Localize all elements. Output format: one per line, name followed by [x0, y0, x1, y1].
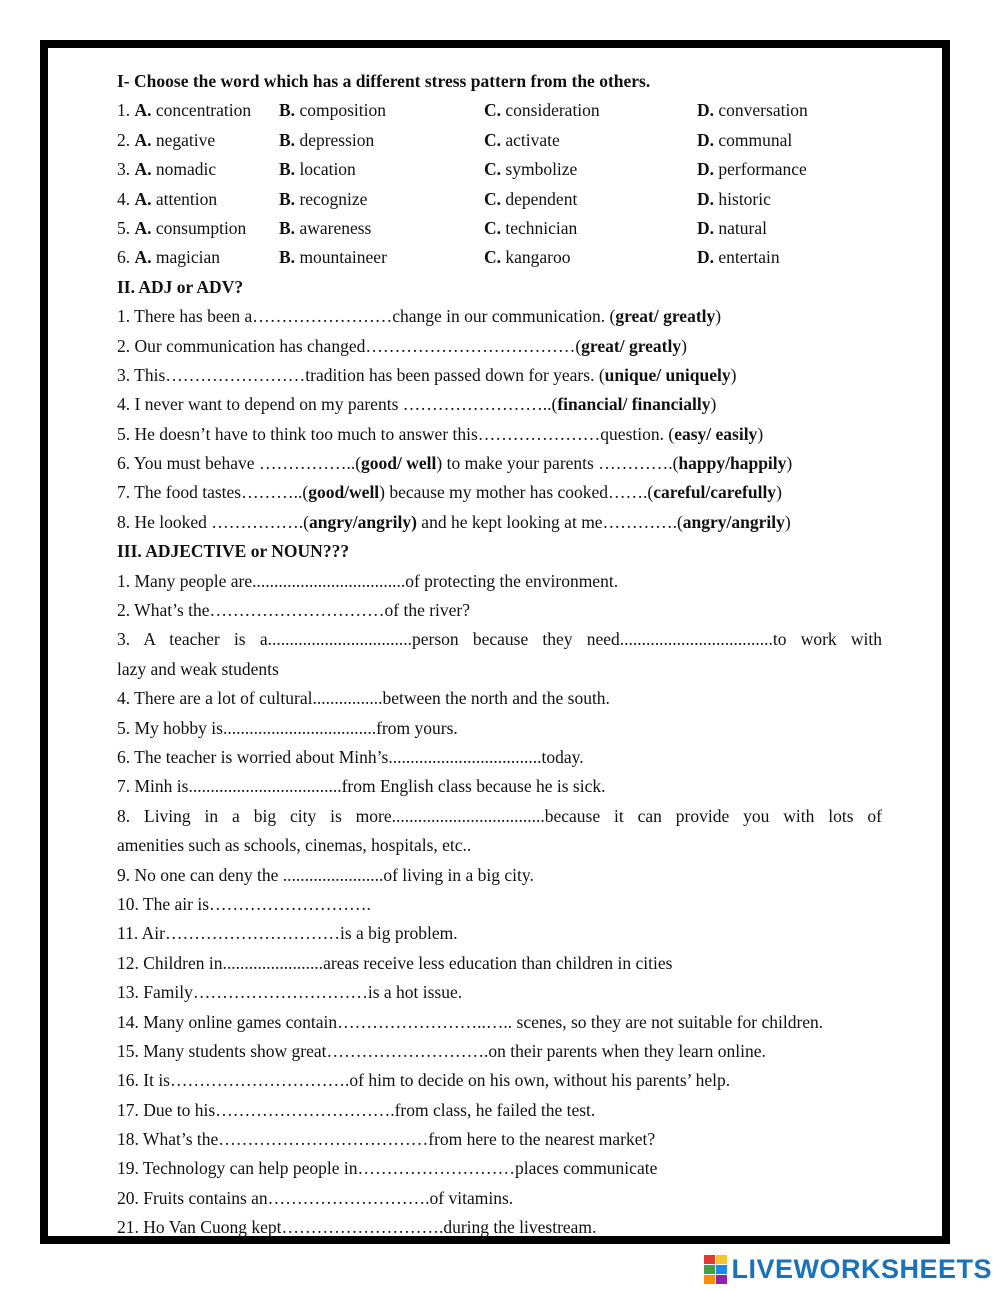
- stress-question-list: [117, 96, 882, 272]
- option-c: [484, 155, 577, 184]
- option-word: composition: [299, 100, 386, 121]
- answer-choices: easy/ easily: [674, 423, 758, 444]
- option-word: magician: [155, 247, 221, 268]
- question-line: 11. Air…………………………is a big problem.: [117, 923, 458, 944]
- option-word: technician: [505, 217, 578, 238]
- option-c: [484, 126, 560, 155]
- question-text: ): [784, 511, 791, 532]
- liveworksheets-logo: [704, 1252, 992, 1286]
- option-b: [279, 96, 386, 125]
- question-text: ): [715, 306, 722, 327]
- option-b: [279, 185, 367, 214]
- question-line: 7. Minh is...................................from English class because he is sick.: [117, 776, 606, 797]
- option-c: [484, 214, 577, 243]
- option-a: [117, 214, 246, 243]
- question-line: 19. Technology can help people in………………………places communicate: [117, 1158, 658, 1179]
- question-line: lazy and weak students: [117, 658, 279, 679]
- question-line: 6. The teacher is worried about Minh’s...................................today.: [117, 746, 584, 767]
- question-row: [117, 214, 882, 243]
- option-a: [117, 155, 216, 184]
- question-line: 17. Due to his………………………….from class, he failed the test.: [117, 1099, 596, 1120]
- question-line: [117, 302, 882, 331]
- question-text: ): [776, 482, 782, 503]
- question-text: 1. There has been a……………………change in our communication. (: [117, 306, 616, 327]
- option-word: performance: [718, 159, 807, 180]
- question-line: [117, 420, 882, 449]
- question-text: 5. He doesn’t have to think too much to answer this…………………question. (: [117, 423, 675, 444]
- question-text: ): [710, 394, 717, 415]
- answer-choices: great/ greatly: [615, 306, 716, 327]
- option-b: [279, 155, 356, 184]
- question-row: [117, 96, 882, 125]
- question-number: 1.: [117, 100, 131, 121]
- option-letter: B.: [279, 100, 296, 121]
- section-2-title: II. ADJ or ADV?: [117, 276, 244, 297]
- worksheet-content: [117, 67, 882, 1243]
- option-word: mountaineer: [299, 247, 387, 268]
- option-word: depression: [299, 129, 375, 150]
- option-word: entertain: [718, 247, 780, 268]
- option-letter: D.: [697, 217, 715, 238]
- option-letter: C.: [484, 247, 502, 268]
- adjective-noun-question-list: [117, 567, 882, 1243]
- option-word: attention: [155, 188, 218, 209]
- answer-choices: great/ greatly: [581, 335, 682, 356]
- answer-choices: unique/ uniquely: [604, 364, 731, 385]
- option-letter: A.: [134, 247, 152, 268]
- option-letter: D.: [697, 159, 715, 180]
- option-word: awareness: [299, 217, 372, 238]
- answer-choices: happy/happily: [678, 453, 787, 474]
- option-d: [697, 214, 767, 243]
- option-word: communal: [718, 129, 793, 150]
- option-a: [117, 96, 251, 125]
- question-line: [117, 478, 882, 507]
- question-line: 20. Fruits contains an……………………….of vitamins.: [117, 1187, 514, 1208]
- option-word: negative: [155, 129, 216, 150]
- question-line: [117, 508, 882, 537]
- question-line: 10. The air is……………………….: [117, 893, 371, 914]
- question-row: [117, 185, 882, 214]
- option-d: [697, 243, 780, 272]
- question-row: [117, 155, 882, 184]
- option-word: recognize: [299, 188, 368, 209]
- question-text: ): [681, 335, 687, 356]
- question-line: 1. Many people are...................................of protecting the environment.: [117, 570, 619, 591]
- question-text: 3. This……………………tradition has been passed down for years. (: [117, 364, 605, 385]
- option-d: [697, 155, 807, 184]
- brand-name: LIVEWORKSHEETS: [731, 1253, 992, 1284]
- option-word: activate: [505, 129, 560, 150]
- answer-choices: financial/ financially: [557, 394, 711, 415]
- answer-choices: angry/angrily: [682, 511, 785, 532]
- option-c: [484, 96, 600, 125]
- option-word: nomadic: [155, 159, 217, 180]
- option-letter: C.: [484, 100, 502, 121]
- option-word: kangaroo: [505, 247, 571, 268]
- option-letter: D.: [697, 188, 715, 209]
- question-text: ): [786, 453, 793, 474]
- question-row: [117, 126, 882, 155]
- question-text: ): [757, 423, 764, 444]
- option-letter: C.: [484, 159, 502, 180]
- question-line: 21. Ho Van Cuong kept……………………….during the livestream.: [117, 1217, 597, 1238]
- question-line: 5. My hobby is...................................from yours.: [117, 717, 458, 738]
- question-number: 4.: [117, 188, 131, 209]
- question-line: 18. What’s the………………………………from here to the nearest market?: [117, 1129, 656, 1150]
- option-letter: C.: [484, 188, 502, 209]
- option-b: [279, 214, 371, 243]
- question-line: 8. Living in a big city is more...................................because it can provide you with lots of: [117, 805, 882, 826]
- question-line: 12. Children in.......................areas receive less education than children in cities: [117, 952, 673, 973]
- option-letter: D.: [697, 129, 715, 150]
- question-text: ) because my mother has cooked…….(: [379, 482, 654, 503]
- question-line: [117, 449, 882, 478]
- option-a: [117, 243, 220, 272]
- option-word: concentration: [155, 100, 252, 121]
- adj-adv-question-list: [117, 302, 882, 537]
- question-line: [117, 390, 882, 419]
- option-word: consideration: [505, 100, 600, 121]
- question-line: 13. Family…………………………is a hot issue.: [117, 982, 463, 1003]
- option-letter: C.: [484, 129, 502, 150]
- option-letter: B.: [279, 129, 296, 150]
- section-3-title: III. ADJECTIVE or NOUN???: [117, 541, 350, 562]
- option-c: [484, 185, 577, 214]
- option-word: natural: [718, 217, 767, 238]
- option-word: location: [299, 159, 356, 180]
- question-line: 2. What’s the…………………………of the river?: [117, 600, 471, 621]
- option-letter: B.: [279, 217, 296, 238]
- answer-choices: good/ well: [361, 453, 437, 474]
- question-line: 4. There are a lot of cultural................between the north and the south.: [117, 688, 610, 709]
- option-word: conversation: [718, 100, 808, 121]
- option-letter: A.: [134, 217, 152, 238]
- question-number: 5.: [117, 217, 131, 238]
- option-b: [279, 243, 387, 272]
- option-d: [697, 185, 771, 214]
- option-d: [697, 126, 792, 155]
- logo-cubes-icon: [704, 1255, 727, 1284]
- option-b: [279, 126, 374, 155]
- option-d: [697, 96, 808, 125]
- question-text: 4. I never want to depend on my parents ……………………..(: [117, 394, 558, 415]
- option-letter: B.: [279, 247, 296, 268]
- question-number: 3.: [117, 159, 131, 180]
- question-line: 9. No one can deny the .......................of living in a big city.: [117, 864, 534, 885]
- answer-choices: good/well: [308, 482, 380, 503]
- question-text: 2. Our communication has changed………………………………(: [117, 335, 582, 356]
- option-letter: B.: [279, 188, 296, 209]
- question-text: and he kept looking at me………….(: [416, 511, 683, 532]
- option-letter: C.: [484, 217, 502, 238]
- option-letter: D.: [697, 100, 715, 121]
- option-letter: A.: [134, 188, 152, 209]
- option-letter: D.: [697, 247, 715, 268]
- option-word: dependent: [505, 188, 578, 209]
- question-text: 8. He looked …………….(: [117, 511, 309, 532]
- question-line: [117, 361, 882, 390]
- question-number: 6.: [117, 247, 131, 268]
- option-word: consumption: [155, 217, 247, 238]
- option-word: historic: [718, 188, 771, 209]
- option-word: symbolize: [505, 159, 578, 180]
- option-letter: B.: [279, 159, 296, 180]
- answer-choices: angry/angrily): [309, 511, 417, 532]
- question-line: 14. Many online games contain……………………..….. scenes, so they are not suitable for children.: [117, 1011, 824, 1032]
- question-row: [117, 243, 882, 272]
- question-text: 6. You must behave ……………..(: [117, 453, 362, 474]
- question-number: 2.: [117, 129, 131, 150]
- question-line: 15. Many students show great……………………….on their parents when they learn online.: [117, 1040, 766, 1061]
- option-letter: A.: [134, 100, 152, 121]
- question-line: 16. It is………………………….of him to decide on his own, without his parents’ help.: [117, 1070, 731, 1091]
- question-line: [117, 332, 882, 361]
- option-a: [117, 126, 215, 155]
- option-c: [484, 243, 571, 272]
- question-text: ) to make your parents ………….(: [436, 453, 679, 474]
- option-letter: A.: [134, 129, 152, 150]
- option-a: [117, 185, 217, 214]
- answer-choices: careful/carefully: [653, 482, 777, 503]
- option-letter: A.: [134, 159, 152, 180]
- question-text: ): [730, 364, 737, 385]
- question-line: amenities such as schools, cinemas, hospitals, etc..: [117, 835, 472, 856]
- section-1-title: I- Choose the word which has a different stress pattern from the others.: [117, 71, 651, 91]
- question-text: 7. The food tastes………..(: [117, 482, 309, 503]
- question-line: 3. A teacher is a.................................person because they need...................................to work with: [117, 629, 882, 650]
